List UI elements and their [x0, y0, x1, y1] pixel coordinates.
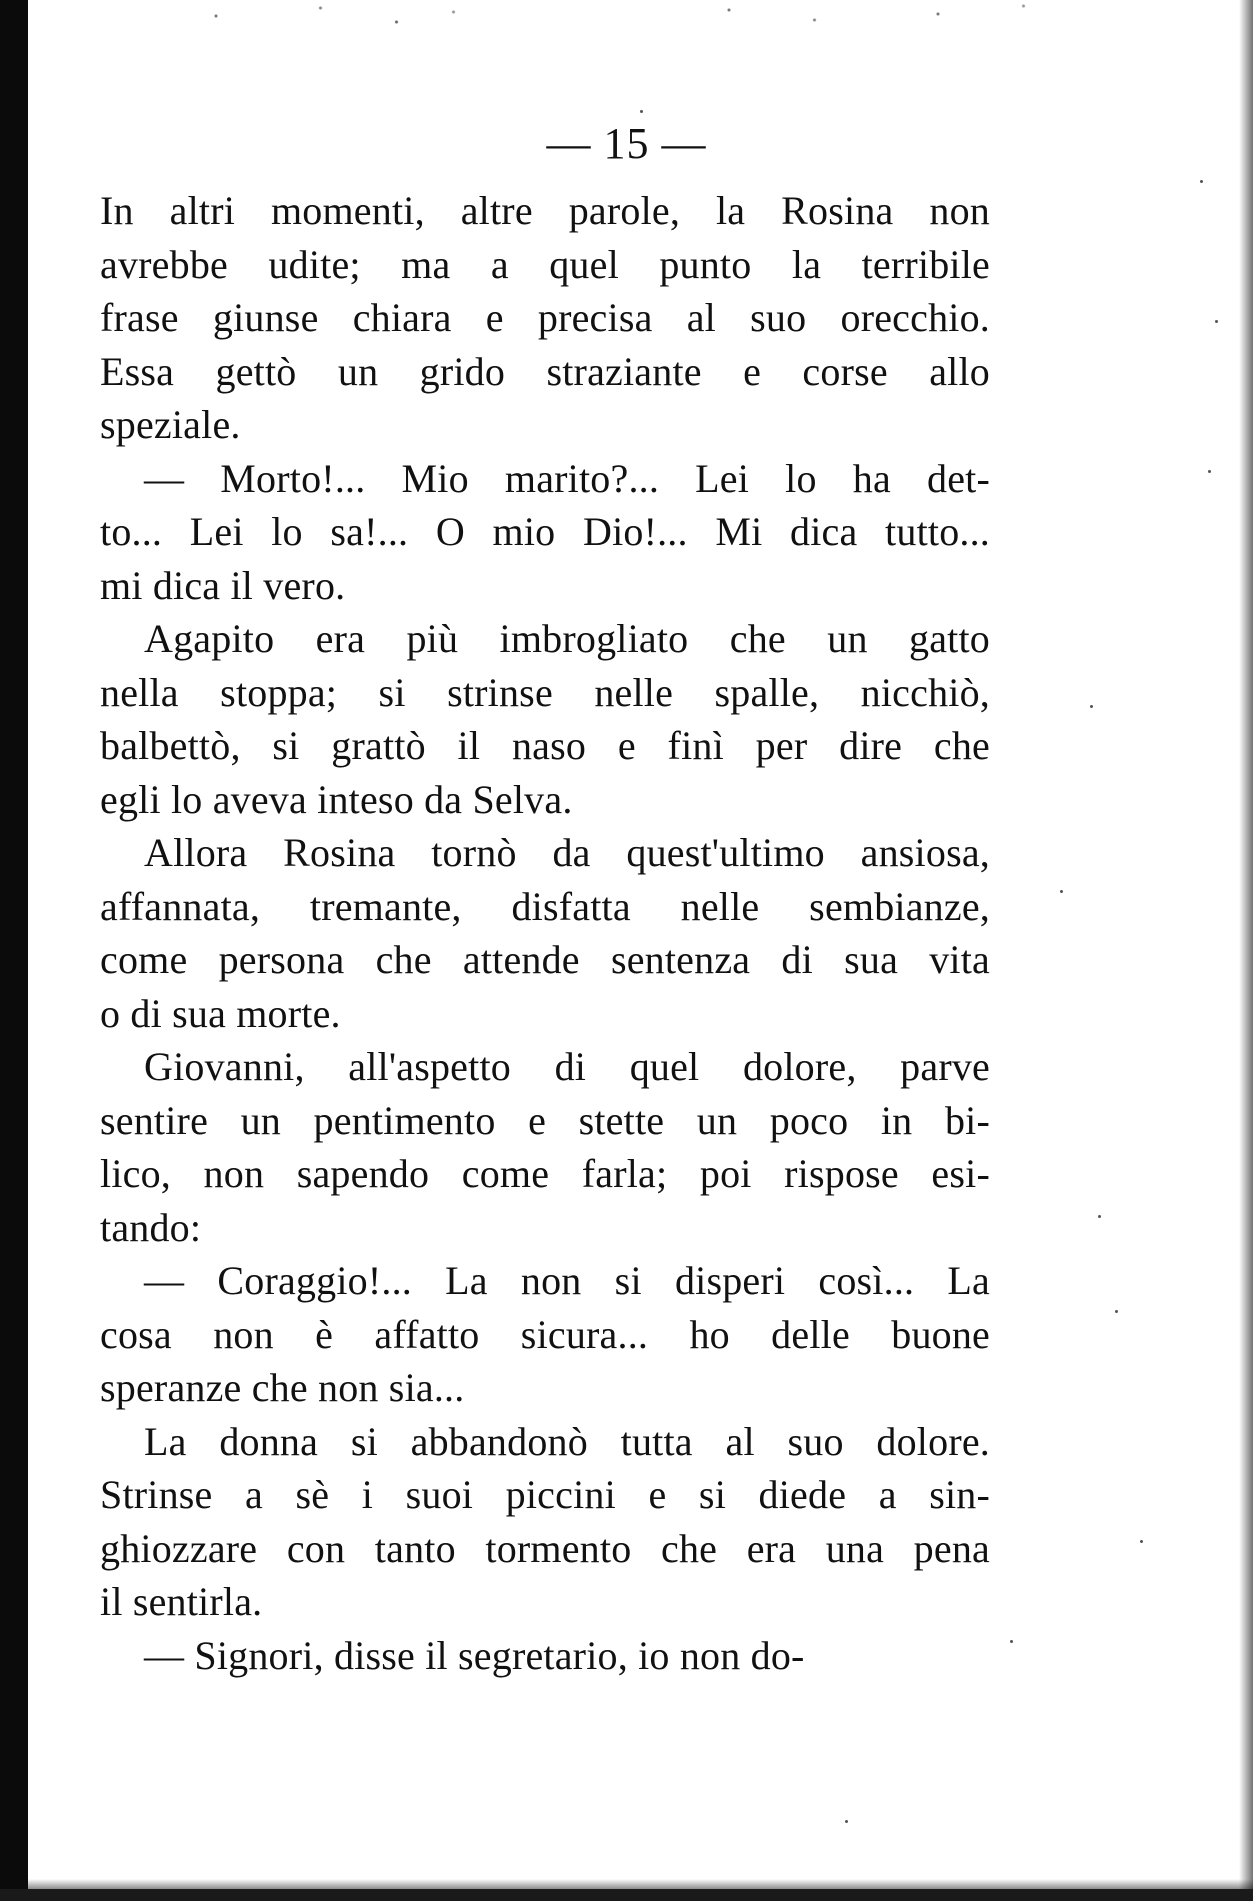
paragraph [100, 1040, 990, 1254]
page-number: — 15 — [546, 119, 707, 168]
text-line: — Signori, disse il segretario, io non do- [144, 1632, 805, 1678]
text-line: Giovanni, all'aspetto di quel dolore, parve [144, 1044, 990, 1089]
text-line: tando: [100, 1204, 202, 1250]
text-line: Strinse a sè i suoi piccini e si diede a sin- [100, 1472, 990, 1517]
scan-speck [1115, 1310, 1118, 1313]
scan-speck [640, 110, 643, 113]
scan-speck [1200, 180, 1203, 183]
text-line: In altri momenti, altre parole, la Rosina non [100, 188, 990, 233]
page-bottom-shadow [28, 1879, 1253, 1889]
scan-speck [1140, 1540, 1143, 1543]
text-line: nella stoppa; si strinse nelle spalle, nicchiò, [100, 669, 990, 715]
text-line: affannata, tremante, disfatta nelle sembianze, [100, 883, 990, 929]
text-line: Allora Rosina tornò da quest'ultimo ansiosa, [144, 830, 990, 875]
text-line: Essa gettò un grido straziante e corse allo [100, 348, 990, 394]
paragraph [100, 1254, 990, 1415]
body-text [100, 184, 990, 1682]
text-line: Agapito era più imbrogliato che un gatto [144, 616, 990, 661]
scan-speck [1098, 1215, 1101, 1218]
scan-speck [1060, 890, 1063, 893]
text-line: avrebbe udite; ma a quel punto la terribile [100, 241, 990, 287]
scan-speck [845, 1820, 848, 1823]
page-bottom-edge [0, 1889, 1253, 1901]
text-line: lico, non sapendo come farla; poi rispose esi- [100, 1151, 990, 1196]
text-line: to... Lei lo sa!... O mio Dio!... Mi dica tutto... [100, 509, 990, 554]
text-line: — Morto!... Mio marito?... Lei lo ha det- [144, 455, 990, 501]
scan-noise [140, 0, 1090, 40]
text-line: sentire un pentimento e stette un poco in bi- [100, 1097, 990, 1143]
text-line: balbettò, si grattò il naso e finì per dire che [100, 723, 990, 768]
paragraph [100, 612, 990, 826]
paragraph [100, 1415, 990, 1629]
text-line: speziale. [100, 402, 241, 447]
text-line: frase giunse chiara e precisa al suo orecchio. [100, 295, 990, 340]
scan-speck [1208, 470, 1211, 473]
paragraph [100, 184, 990, 452]
page-left-shadow [0, 0, 28, 1901]
text-line: il sentirla. [100, 1579, 263, 1624]
text-line: mi dica il vero. [100, 562, 346, 608]
scan-speck [1215, 320, 1218, 323]
scan-speck [1090, 705, 1093, 708]
paragraph [100, 452, 990, 613]
text-line: egli lo aveva inteso da Selva. [100, 776, 573, 822]
text-line: La donna si abbandonò tutta al suo dolore. [144, 1418, 990, 1464]
paragraph [100, 1629, 990, 1683]
paragraph [100, 826, 990, 1040]
text-line: — Coraggio!... La non si disperi così... La [144, 1258, 990, 1303]
page-right-shadow [1239, 0, 1253, 1901]
scan-speck [1010, 1640, 1013, 1643]
text-line: ghiozzare con tanto tormento che era una pena [100, 1525, 990, 1571]
text-line: come persona che attende sentenza di sua vita [100, 937, 990, 982]
text-line: cosa non è affatto sicura... ho delle buone [100, 1311, 990, 1357]
text-line: speranze che non sia... [100, 1365, 465, 1410]
text-line: o di sua morte. [100, 990, 341, 1036]
